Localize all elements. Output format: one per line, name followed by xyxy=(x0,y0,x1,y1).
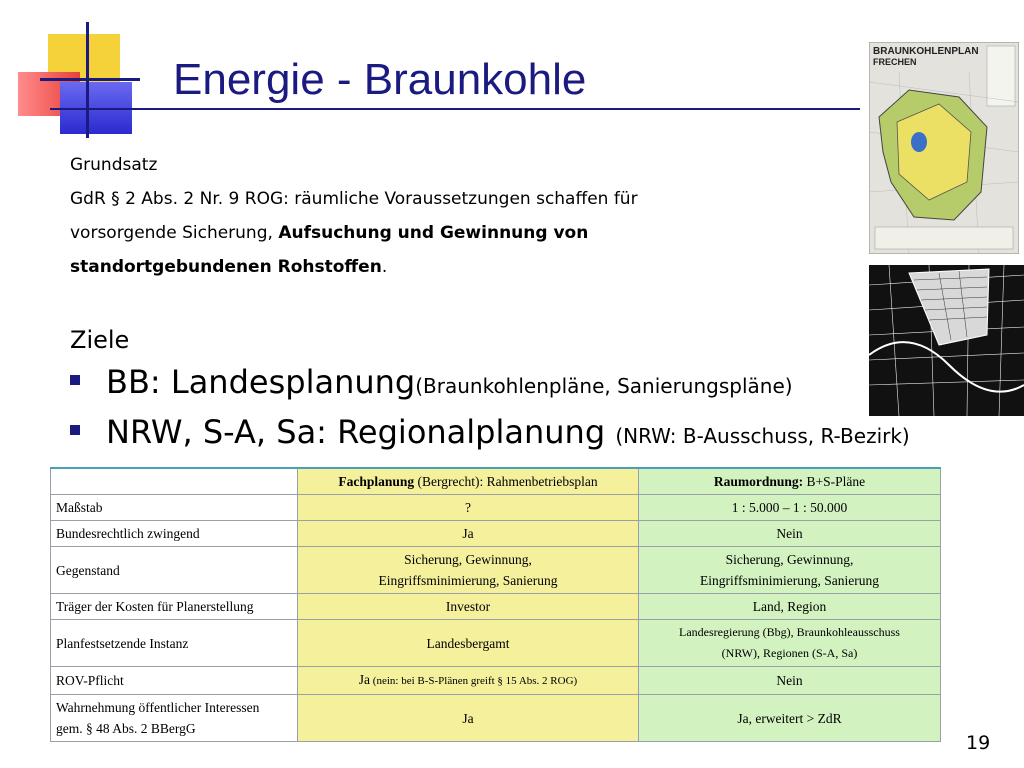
braunkohlenplan-map-image xyxy=(869,42,1019,254)
cell-line: Sicherung, Gewinnung, xyxy=(404,552,532,567)
header-bold: Raumordnung: xyxy=(713,474,804,489)
ziele-heading: Ziele xyxy=(70,326,130,354)
fach-cell: ? xyxy=(298,495,639,521)
table-row xyxy=(51,594,941,620)
bullet-sub: (NRW: B-Ausschuss, R-Bezirk) xyxy=(615,424,910,448)
square-bullet-icon xyxy=(70,425,80,435)
header-empty-cell xyxy=(51,468,298,495)
text-plain: GdR § 2 Abs. 2 Nr. 9 ROG: räumliche Voraussetzungen schaffen für xyxy=(70,189,638,209)
raum-cell xyxy=(639,620,941,667)
bullet-sub: (Braunkohlenpläne, Sanierungspläne) xyxy=(415,374,793,398)
text-plain: vorsorgende Sicherung, xyxy=(70,223,279,243)
raum-cell: Nein xyxy=(639,667,941,695)
map-title-line2: FRECHEN xyxy=(873,57,917,67)
raum-cell: Nein xyxy=(639,521,941,547)
table-row xyxy=(51,695,941,742)
row-label: ROV-Pflicht xyxy=(51,667,298,695)
row-label xyxy=(51,695,298,742)
grundsatz-heading: Grundsatz xyxy=(70,155,158,175)
fach-cell: Landesbergamt xyxy=(298,620,639,667)
table-row xyxy=(51,495,941,521)
cell-line: Eingriffsminimierung, Sanierung xyxy=(700,573,879,588)
cell-line: Landesregierung (Bbg), Braunkohleausschuss xyxy=(679,625,900,639)
cell-note: (nein: bei B-S-Plänen greift § 15 Abs. 2 ROG) xyxy=(370,675,578,687)
grundsatz-line-1 xyxy=(70,182,830,216)
header-fachplanung xyxy=(298,468,639,495)
bullet-item xyxy=(70,360,793,408)
bullet-item xyxy=(70,410,910,458)
text-plain: . xyxy=(381,257,388,277)
raum-cell: Land, Region xyxy=(639,594,941,620)
header-text: (Bergrecht): Rahmenbetriebsplan xyxy=(414,474,598,489)
table-row xyxy=(51,620,941,667)
comparison-table xyxy=(50,467,941,742)
cell-line: Eingriffsminimierung, Sanierung xyxy=(378,573,558,588)
row-label: Planfestsetzende Instanz xyxy=(51,620,298,667)
row-label: Bundesrechtlich zwingend xyxy=(51,521,298,547)
page-number: 19 xyxy=(966,732,991,754)
table-row xyxy=(51,667,941,695)
raum-cell: 1 : 5.000 – 1 : 50.000 xyxy=(639,495,941,521)
cell-line: (NRW), Regionen (S-A, Sa) xyxy=(721,646,858,660)
header-text: B+S-Pläne xyxy=(803,474,866,489)
bullet-main: BB: Landesplanung xyxy=(106,363,416,401)
row-label: Träger der Kosten für Planerstellung xyxy=(51,594,298,620)
table-row xyxy=(51,547,941,594)
row-label: Gegenstand xyxy=(51,547,298,594)
cadastral-map-image xyxy=(869,265,1024,416)
square-bullet-icon xyxy=(70,375,80,385)
fach-cell: Ja xyxy=(298,521,639,547)
bullet-main: NRW, S-A, Sa: Regionalplanung xyxy=(106,413,616,451)
header-raumordnung xyxy=(639,468,941,495)
grundsatz-line-2 xyxy=(70,216,830,250)
raum-cell: Ja, erweitert > ZdR xyxy=(639,695,941,742)
raum-cell xyxy=(639,547,941,594)
fach-cell xyxy=(298,547,639,594)
text-bold: Aufsuchung und Gewinnung von xyxy=(278,223,589,243)
text-bold: standortgebundenen Rohstoffen xyxy=(70,257,382,277)
table-header-row xyxy=(51,468,941,495)
page-title: Energie - Braunkohle xyxy=(173,55,587,104)
row-label: Maßstab xyxy=(51,495,298,521)
fach-cell xyxy=(298,667,639,695)
table-row xyxy=(51,521,941,547)
map-title-line1: BRAUNKOHLENPLAN xyxy=(873,46,979,57)
grundsatz-block xyxy=(70,148,830,284)
title-underline xyxy=(50,108,860,110)
header-bold: Fachplanung xyxy=(338,474,415,489)
fach-cell: Investor xyxy=(298,594,639,620)
decor-horizontal-line xyxy=(40,78,140,81)
cell-line: gem. § 48 Abs. 2 BBergG xyxy=(56,721,196,736)
fach-cell: Ja xyxy=(298,695,639,742)
cell-main: Ja xyxy=(358,672,371,687)
grundsatz-line-3 xyxy=(70,250,830,284)
cell-line: Sicherung, Gewinnung, xyxy=(725,552,854,567)
cell-line: Wahrnehmung öffentlicher Interessen xyxy=(56,700,260,715)
